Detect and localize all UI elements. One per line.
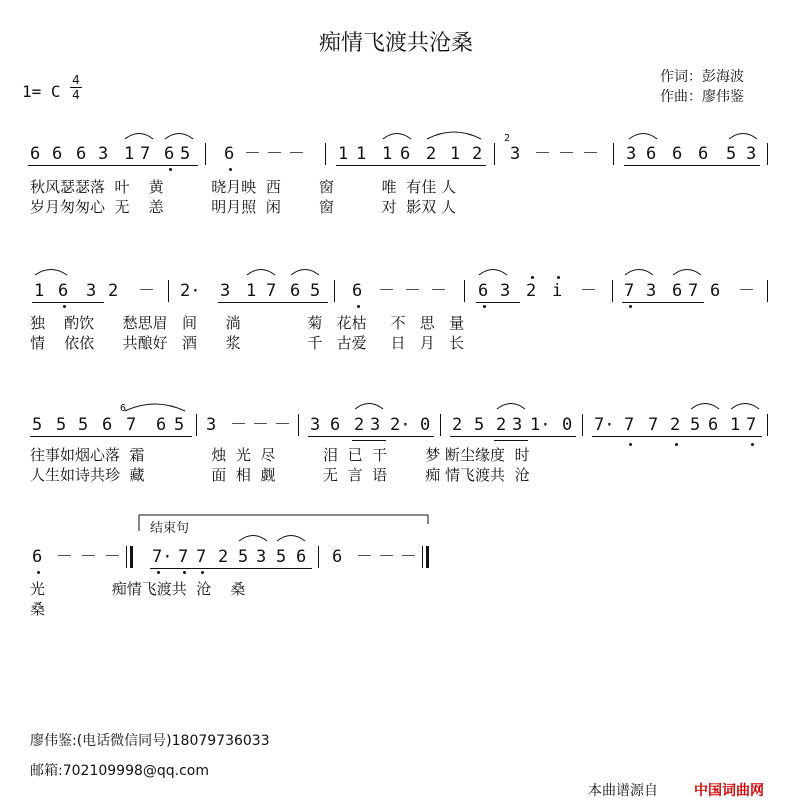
note: 6 <box>330 415 341 435</box>
beam-line <box>218 302 328 303</box>
note: 5 <box>174 415 185 435</box>
slur <box>34 266 68 276</box>
lyric-line-2: 情 依依 共酿好 酒 浆 千 古爱 日 月 长 <box>30 334 465 352</box>
barline <box>613 143 614 165</box>
beam-line <box>476 302 520 303</box>
note: 3 <box>98 144 109 164</box>
lyric-line-2: 桑 <box>30 600 46 618</box>
beam-line <box>622 302 704 303</box>
note: 2· <box>390 415 411 435</box>
note: 1 <box>382 144 393 164</box>
slur <box>354 400 384 410</box>
slur <box>496 400 526 410</box>
contact-email: 邮箱:702109998@qq.com <box>30 763 210 779</box>
time-signature-bottom: 4 <box>72 88 80 102</box>
beam-line <box>150 568 312 569</box>
grace-note: 2 <box>504 133 511 144</box>
note: － <box>404 281 421 301</box>
page-title: 痴情飞渡共沧桑 <box>318 31 473 56</box>
lyric-line-1: 秋风瑟瑟落 叶 黄 晓月映 西 窗 唯 有佳 人 <box>30 178 456 196</box>
high-octave-dot <box>531 276 534 279</box>
note: － <box>558 144 575 164</box>
note: 0 <box>562 415 573 435</box>
note: 5 <box>474 415 485 435</box>
note: 2 <box>670 415 681 435</box>
slur <box>238 532 268 542</box>
beam-line <box>450 436 576 437</box>
note: 7 <box>624 415 635 435</box>
time-signature <box>70 74 82 101</box>
note: 6 <box>296 547 307 567</box>
note: 3 <box>370 415 381 435</box>
beam-line <box>336 165 486 166</box>
note: 1 <box>246 281 257 301</box>
note: － <box>430 281 447 301</box>
barline <box>298 414 299 436</box>
note: 6 <box>646 144 657 164</box>
note: 3 <box>510 144 521 164</box>
note: 5 <box>690 415 701 435</box>
slur <box>624 266 654 276</box>
note: 6 <box>290 281 301 301</box>
note: 6 <box>102 415 113 435</box>
barline <box>767 280 768 302</box>
note: 7 <box>196 547 207 567</box>
barline <box>168 280 169 302</box>
slur <box>164 130 194 140</box>
note: 1· <box>530 415 551 435</box>
low-octave-dot <box>201 571 204 574</box>
note: 2 <box>452 415 463 435</box>
slur <box>426 128 482 140</box>
slur <box>730 400 760 410</box>
slur <box>246 266 276 276</box>
note: 7 <box>746 415 757 435</box>
beam-line <box>308 436 434 437</box>
note: 6 <box>32 547 43 567</box>
low-octave-dot <box>751 443 754 446</box>
note: 1 <box>450 144 461 164</box>
barline <box>318 546 319 568</box>
note: 7 <box>126 415 137 435</box>
low-octave-dot <box>629 443 632 446</box>
note: － <box>288 144 305 164</box>
note: － <box>582 144 599 164</box>
note: 3 <box>646 281 657 301</box>
note: 5 <box>310 281 321 301</box>
lyric-line-1: 往事如烟心落 霜 烛 光 尽 泪 已 干 梦 断尘缘度 时 <box>30 446 530 464</box>
note: 7 <box>624 281 635 301</box>
lyric-line-1: 光 痴情飞渡共 沧 桑 <box>30 580 246 598</box>
lyric-line-2: 岁月匆匆心 无 恙 明月照 闲 窗 对 影双 人 <box>30 198 456 216</box>
low-octave-dot <box>37 571 40 574</box>
slur <box>628 130 658 140</box>
beam-line <box>352 440 386 441</box>
note: 1 <box>124 144 135 164</box>
note: 6 <box>698 144 709 164</box>
note: － <box>738 281 755 301</box>
double-barline <box>426 546 429 568</box>
note: 6 <box>332 547 343 567</box>
note: i <box>552 281 563 301</box>
beam-line <box>32 302 104 303</box>
note: － <box>534 144 551 164</box>
note: 2 <box>354 415 365 435</box>
note: 6 <box>76 144 87 164</box>
slur <box>276 532 306 542</box>
barline <box>612 280 613 302</box>
note: 6 <box>224 144 235 164</box>
low-octave-dot <box>229 168 232 171</box>
note: 6 <box>58 281 69 301</box>
note: 5 <box>726 144 737 164</box>
slur <box>124 400 186 412</box>
slur <box>124 130 154 140</box>
low-octave-dot <box>169 168 172 171</box>
source-label: 本曲谱源自 <box>588 783 658 799</box>
barline <box>334 280 335 302</box>
low-octave-dot <box>157 571 160 574</box>
low-octave-dot <box>675 443 678 446</box>
lyricist: 作词：彭海波 <box>660 69 744 85</box>
note: 3 <box>86 281 97 301</box>
note: － <box>356 547 373 567</box>
note: 7 <box>140 144 151 164</box>
note: 7 <box>688 281 699 301</box>
slur <box>382 130 412 140</box>
note: 6 <box>352 281 363 301</box>
note: 5 <box>276 547 287 567</box>
source-site-link[interactable]: 中国词曲网 <box>694 783 764 799</box>
note: 2 <box>496 415 507 435</box>
note: 3 <box>310 415 321 435</box>
note: － <box>104 547 121 567</box>
low-octave-dot <box>63 305 66 308</box>
slur <box>690 400 720 410</box>
note: 5 <box>32 415 43 435</box>
note: 6 <box>708 415 719 435</box>
note: 3 <box>500 281 511 301</box>
note: 0 <box>420 415 431 435</box>
note: － <box>378 281 395 301</box>
slur <box>478 266 508 276</box>
note: 3 <box>220 281 231 301</box>
double-barline <box>130 546 133 568</box>
note: － <box>400 547 417 567</box>
note: 2 <box>426 144 437 164</box>
slur <box>728 130 758 140</box>
note: 3 <box>512 415 523 435</box>
low-octave-dot <box>357 305 360 308</box>
barline <box>464 280 465 302</box>
note: 3 <box>256 547 267 567</box>
note: 1 <box>338 144 349 164</box>
barline <box>325 143 326 165</box>
barline <box>767 414 768 436</box>
grace-note: 6 <box>120 403 127 414</box>
note: 1 <box>730 415 741 435</box>
note: 1 <box>34 281 45 301</box>
note: 6 <box>672 281 683 301</box>
barline <box>582 414 583 436</box>
note: － <box>580 281 597 301</box>
note: － <box>378 547 395 567</box>
barline <box>440 414 441 436</box>
contact-phone: 廖伟鉴:(电话微信同号)18079736033 <box>30 733 270 749</box>
beam-line <box>494 440 528 441</box>
note: 7 <box>266 281 277 301</box>
lyric-line-1: 独 酌饮 愁思眉 间 淌 菊 花枯 不 思 量 <box>30 314 465 332</box>
time-signature-top: 4 <box>72 73 80 87</box>
note: 6 <box>30 144 41 164</box>
note: 3 <box>626 144 637 164</box>
note: 5 <box>78 415 89 435</box>
note: 6 <box>478 281 489 301</box>
beam-line <box>28 165 198 166</box>
ending-label: 结束句 <box>150 521 190 536</box>
note: － <box>244 144 261 164</box>
note: － <box>252 415 269 435</box>
barline <box>205 143 206 165</box>
note: 5 <box>238 547 249 567</box>
note: 7 <box>178 547 189 567</box>
note: 2 <box>108 281 119 301</box>
low-octave-dot <box>183 571 186 574</box>
note: 7· <box>594 415 615 435</box>
note: － <box>138 281 155 301</box>
note: 6 <box>710 281 721 301</box>
note: － <box>230 415 247 435</box>
slur <box>290 266 320 276</box>
note: 3 <box>206 415 217 435</box>
note: － <box>56 547 73 567</box>
note: 3 <box>746 144 757 164</box>
slur <box>672 266 702 276</box>
note: 6 <box>156 415 167 435</box>
barline <box>767 143 768 165</box>
beam-line <box>592 436 762 437</box>
barline <box>494 143 495 165</box>
note: － <box>266 144 283 164</box>
note: 7 <box>648 415 659 435</box>
note: 5 <box>56 415 67 435</box>
note: 6 <box>400 144 411 164</box>
note: 6 <box>164 144 175 164</box>
low-octave-dot <box>629 305 632 308</box>
barline <box>196 414 197 436</box>
high-octave-dot <box>557 276 560 279</box>
note: 7· <box>152 547 173 567</box>
note: － <box>274 415 291 435</box>
composer: 作曲：廖伟鉴 <box>660 89 744 105</box>
beam-line <box>624 165 760 166</box>
note: 6 <box>52 144 63 164</box>
note: 1 <box>356 144 367 164</box>
barline <box>126 546 127 568</box>
note: 2 <box>472 144 483 164</box>
note: 2 <box>526 281 537 301</box>
barline <box>422 546 423 568</box>
note: 6 <box>672 144 683 164</box>
lyric-line-2: 人生如诗共珍 藏 面 相 觑 无 言 语 痴 情飞渡共 沧 <box>30 466 530 484</box>
key-signature: 1= C <box>22 82 61 101</box>
note: 2 <box>218 547 229 567</box>
note: － <box>80 547 97 567</box>
note: 2· <box>180 281 201 301</box>
beam-line <box>30 436 192 437</box>
low-octave-dot <box>483 305 486 308</box>
note: 5 <box>180 144 191 164</box>
